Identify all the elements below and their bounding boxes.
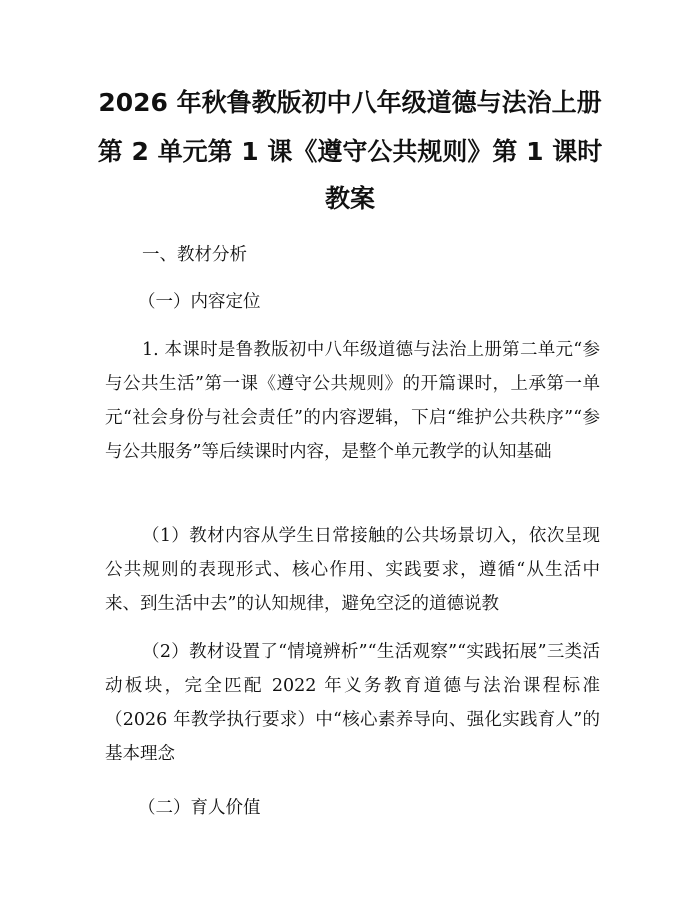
section-heading-materials-analysis: 一、教材分析 [142, 245, 247, 265]
document-title-line-2: 第 2 单元第 1 课《遵守公共规则》第 1 课时 [97, 137, 603, 166]
paragraph-2: （1）教材内容从学生日常接触的公共场景切入，依次呈现公共规则的表现形式、核心作用、实践要求，遵循“从生活中来、到生活中去”的认知规律，避免空泛的道德说教 [105, 526, 600, 614]
document-title-line-1: 2026 年秋鲁教版初中八年级道德与法治上册 [98, 88, 602, 117]
paragraph-1: 1. 本课时是鲁教版初中八年级道德与法治上册第二单元“参与公共生活”第一课《遵守公共规则》的开篇课时，上承第一单元“社会身份与社会责任”的内容逻辑，下启“维护公共秩序”“参与公共服务”等后续课时内容，是整个单元教学的认知基础 [105, 340, 600, 462]
document-title-line-3: 教案 [324, 184, 375, 213]
paragraph-3: （2）教材设置了“情境辨析”“生活观察”“实践拓展”三类活动板块，完全匹配 2022 年义务教育道德与法治课程标准（2026 年教学执行要求）中“核心素养导向、强化实践育人”的基本理念 [105, 642, 600, 764]
subsection-heading-content-positioning: （一）内容定位 [138, 292, 261, 312]
subsection-heading-educational-value: （二）育人价值 [138, 798, 261, 818]
